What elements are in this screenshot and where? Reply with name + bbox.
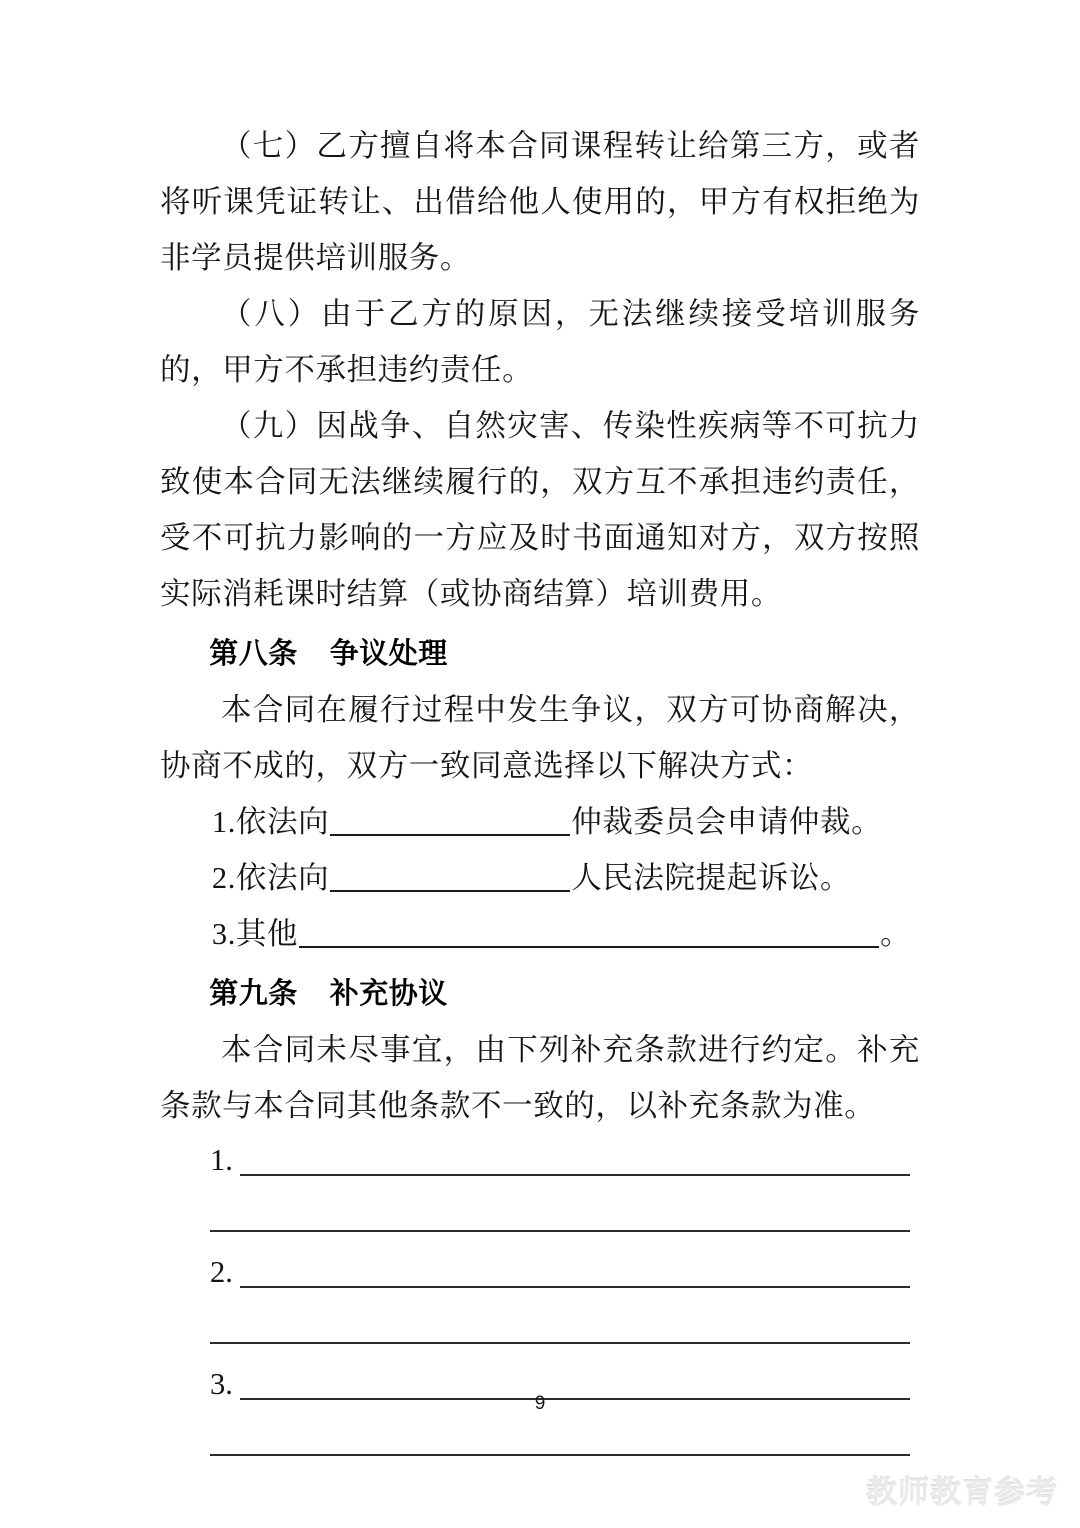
entry-marker: 1. (210, 1143, 233, 1177)
supplementary-entry-2-continuation (160, 1302, 920, 1358)
court-name-blank[interactable] (330, 890, 570, 892)
option-text-before: 依法向 (235, 805, 330, 839)
supplementary-entry-2 (160, 1246, 920, 1302)
entry-marker: 2. (210, 1255, 233, 1289)
article-eight-heading (160, 626, 920, 682)
supplementary-clause-blanks (160, 1134, 920, 1470)
supplementary-blank-3b[interactable] (210, 1454, 910, 1456)
supplementary-blank-1a[interactable] (240, 1174, 910, 1176)
article-nine-heading (160, 966, 920, 1022)
watermark: 教师教育参考 (866, 1475, 1058, 1510)
article-nine-number: 第九条 (209, 978, 298, 1010)
article-eight-title: 争议处理 (329, 638, 448, 670)
option-text-after: 仲裁委员会申请仲裁。 (571, 805, 883, 839)
other-dispute-method-blank[interactable] (299, 946, 879, 948)
option-text-before: 依法向 (235, 861, 330, 895)
article-nine-intro: 本合同未尽事宜，由下列补充条款进行约定。补充条款与本合同其他条款不一致的，以补充条款为准。 (160, 1033, 920, 1123)
supplementary-entry-1-continuation (160, 1190, 920, 1246)
supplementary-entry-3-continuation (160, 1414, 920, 1470)
option-marker: 3. (211, 917, 236, 951)
page-number: 9 (534, 1393, 546, 1414)
dispute-option-arbitration (160, 794, 920, 850)
supplementary-blank-1b[interactable] (210, 1230, 910, 1232)
option-text-after: 。 (880, 917, 912, 951)
option-text-before: 其他 (235, 917, 299, 951)
article-eight-intro: 本合同在履行过程中发生争议，双方可协商解决，协商不成的，双方一致同意选择以下解决方式： (160, 693, 920, 783)
page-content (160, 118, 920, 1470)
dispute-option-other (160, 906, 920, 962)
supplementary-blank-2b[interactable] (210, 1342, 910, 1344)
option-marker: 2. (211, 861, 236, 895)
clause-nine-paragraph: （九）因战争、自然灾害、传染性疾病等不可抗力致使本合同无法继续履行的，双方互不承担违约责任，受不可抗力影响的一方应及时书面通知对方，双方按照实际消耗课时结算（或协商结算）培训费用。 (160, 409, 920, 611)
clause-eight-paragraph: （八）由于乙方的原因，无法继续接受培训服务的，甲方不承担违约责任。 (160, 297, 920, 387)
dispute-option-litigation (160, 850, 920, 906)
arbitration-commission-blank[interactable] (330, 834, 570, 836)
option-marker: 1. (211, 805, 236, 839)
article-eight-number: 第八条 (209, 638, 298, 670)
article-nine-title: 补充协议 (329, 978, 448, 1010)
clause-seven-paragraph: （七）乙方擅自将本合同课程转让给第三方，或者将听课凭证转让、出借给他人使用的，甲方有权拒绝为非学员提供培训服务。 (160, 129, 920, 275)
option-text-after: 人民法院提起诉讼。 (571, 861, 852, 895)
entry-marker: 3. (210, 1367, 233, 1401)
supplementary-entry-1 (160, 1134, 920, 1190)
supplementary-blank-2a[interactable] (240, 1286, 910, 1288)
